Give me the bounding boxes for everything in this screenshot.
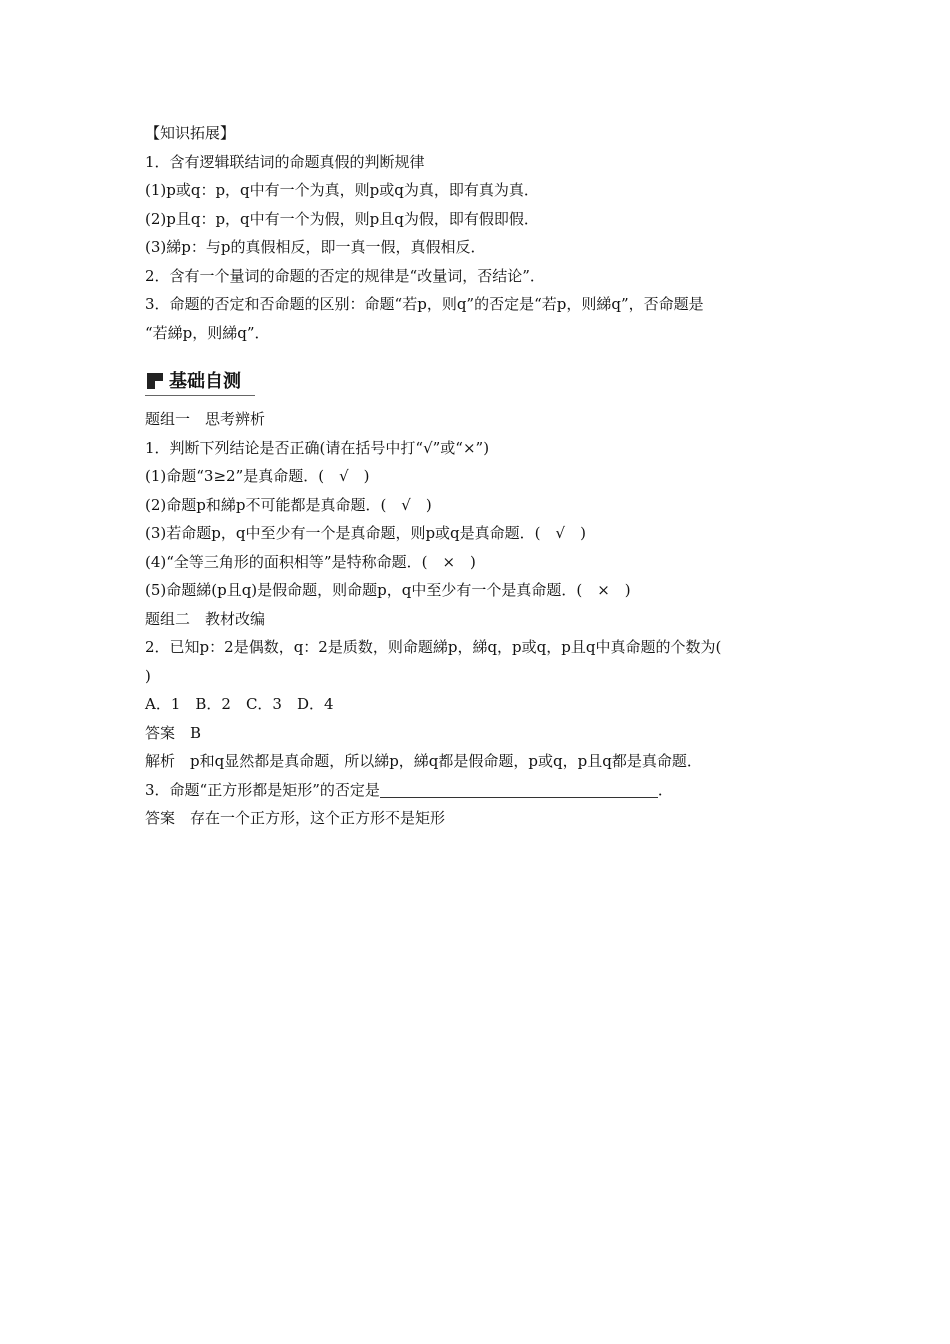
knowledge-line: (1)p或q：p，q中有一个为真，则p或q为真，即有真为真． xyxy=(145,181,539,199)
question-2-answer: 答案 B xyxy=(145,723,202,742)
question-3-stem xyxy=(145,776,815,805)
section-underline xyxy=(145,395,255,396)
question-2-stem-end: ) xyxy=(145,666,151,685)
answer-blank[interactable] xyxy=(380,779,658,798)
section-square-icon xyxy=(147,373,163,389)
page-content xyxy=(145,119,815,833)
knowledge-line: (3)綈p：与p的真假相反，即一真一假，真假相反． xyxy=(145,238,486,256)
question-1-item: (4)“全等三角形的面积相等”是特称命题．( × ) xyxy=(145,552,476,571)
question-3-suffix: ． xyxy=(657,780,673,799)
question-1-item: (3)若命题p，q中至少有一个是真命题，则p或q是真命题．( √ ) xyxy=(145,524,586,542)
knowledge-line: (2)p且q：p，q中有一个为假，则p且q为假，即有假即假． xyxy=(145,209,539,228)
spacer xyxy=(145,347,815,361)
question-1-item: (2)命题p和綈p不可能都是真命题．( √ ) xyxy=(145,495,432,514)
question-2-options: A．1 B．2 C．3 D．4 xyxy=(145,695,334,713)
section-header xyxy=(145,361,815,405)
question-2-stem: 2．已知p：2是偶数，q：2是质数，则命题綈p，綈q，p或q，p且q中真命题的个数为( xyxy=(145,638,722,656)
question-2-analysis: 解析 p和q显然都是真命题，所以綈p，綈q都是假命题，p或q，p且q都是真命题． xyxy=(145,752,702,770)
question-3-prefix: 3．命题“正方形都是矩形”的否定是 xyxy=(145,780,380,799)
knowledge-heading: 【知识拓展】 xyxy=(145,124,236,142)
question-3-answer: 答案 存在一个正方形，这个正方形不是矩形 xyxy=(145,809,446,827)
knowledge-line: 1．含有逻辑联结词的命题真假的判断规律 xyxy=(145,152,425,171)
group-title: 题组一 思考辨析 xyxy=(145,410,266,428)
knowledge-line: “若綈p，则綈q”． xyxy=(145,323,270,342)
question-1-item: (5)命题綈(p且q)是假命题，则命题p，q中至少有一个是真命题．( × ) xyxy=(145,581,631,599)
section-title: 基础自测 xyxy=(169,371,241,392)
knowledge-line: 2．含有一个量词的命题的否定的规律是“改量词，否结论”． xyxy=(145,266,545,285)
group-title: 题组二 教材改编 xyxy=(145,609,266,628)
question-1-intro: 1．判断下列结论是否正确(请在括号中打“√”或“×”) xyxy=(145,438,490,457)
knowledge-line: 3．命题的否定和否命题的区别：命题“若p，则q”的否定是“若p，则綈q”，否命题是 xyxy=(145,295,704,313)
question-1-item: (1)命题“3≥2”是真命题．( √ ) xyxy=(145,467,370,485)
